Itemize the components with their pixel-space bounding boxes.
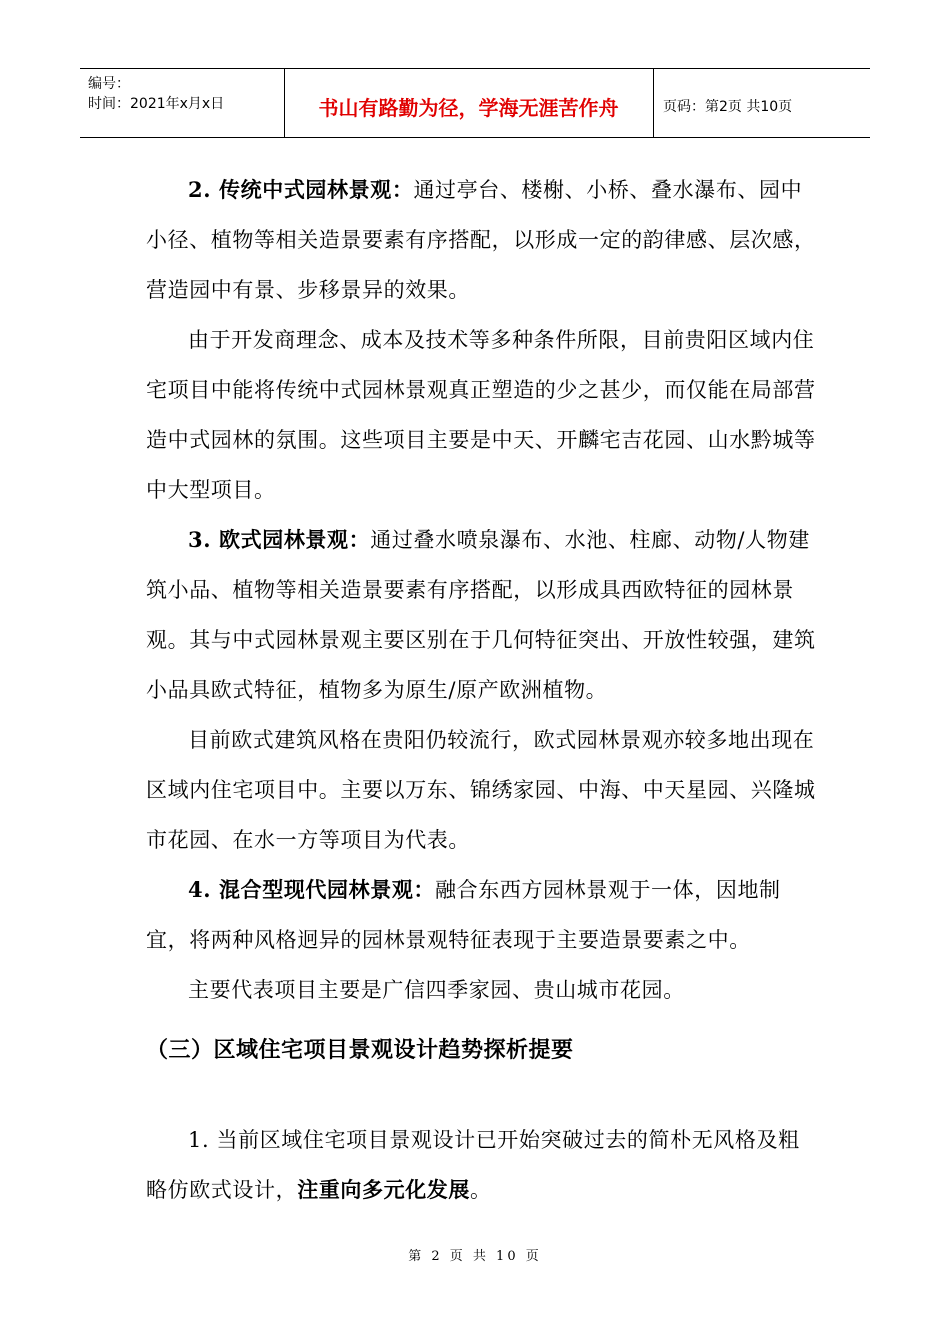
motto: 书山有路勤为径，学海无涯苦作舟 (318, 96, 619, 120)
paragraph (146, 965, 816, 1015)
paragraph-text: 由于开发商理念、成本及技术等多种条件所限，目前贵阳区域内住宅项目中能将传统中式园林景观真正塑造的少之甚少，而仅能在局部营造中式园林的氛围。这些项目主要是中天、开麟宅吉花园、山水黔城等中大型项目。 (146, 328, 816, 502)
time-label: 时间：2021年x月x日 (88, 96, 225, 112)
paragraph-text: 通过亭台、楼榭、小桥、叠水瀑布、园中小径、植物等相关造景要素有序搭配，以形成一定的韵律感、层次感，营造园中有景、步移景异的效果。 (146, 178, 816, 302)
trend-emphasis: 注重向多元化发展 (297, 1177, 471, 1202)
page-footer: 第 2 页 共 10 页 (408, 1249, 542, 1264)
header-page-info: 页码：第2页 共10页 (663, 99, 793, 115)
paragraph-text: 融合东西方园林景观于一体，因地制宜，将两种风格迥异的园林景观特征表现于主要造景要素之中。 (146, 878, 781, 952)
paragraph-heading: 3. 欧式园林景观： (188, 527, 371, 552)
number-label: 编号： (88, 76, 130, 92)
paragraph-text: 通过叠水喷泉瀑布、水池、柱廊、动物/人物建筑小品、植物等相关造景要素有序搭配，以形成具西欧特征的园林景观。其与中式园林景观主要区别在于几何特征突出、开放性较强，建筑小品具欧式特征，植物多为原生/原产欧洲植物。 (146, 528, 816, 702)
paragraph (146, 315, 816, 515)
trend-content (146, 1115, 816, 1215)
trend-text: 1. 当前区域住宅项目景观设计已开始突破过去的简朴无风格及粗略仿欧式设计， (146, 1128, 800, 1202)
paragraph (146, 165, 816, 315)
trend-end: 。 (470, 1178, 492, 1202)
paragraph (146, 715, 816, 865)
paragraph-text: 主要代表项目主要是广信四季家园、贵山城市花园。 (188, 978, 685, 1002)
header-left-cell (80, 69, 285, 137)
paragraph-text: 目前欧式建筑风格在贵阳仍较流行，欧式园林景观亦较多地出现在区域内住宅项目中。主要以万东、锦绣家园、中海、中天星园、兴隆城市花园、在水一方等项目为代表。 (146, 728, 816, 852)
document-header (80, 68, 870, 138)
paragraph-heading: 2. 传统中式园林景观： (188, 177, 414, 202)
paragraph (146, 515, 816, 715)
header-middle-cell (284, 69, 654, 137)
body-content (146, 165, 816, 1015)
paragraph-heading: 4. 混合型现代园林景观： (188, 877, 436, 902)
header-right-cell (653, 69, 870, 137)
trend-paragraph (146, 1115, 816, 1215)
paragraph (146, 865, 816, 965)
section-title: （三）区域住宅项目景观设计趋势探析提要 (146, 1038, 574, 1063)
